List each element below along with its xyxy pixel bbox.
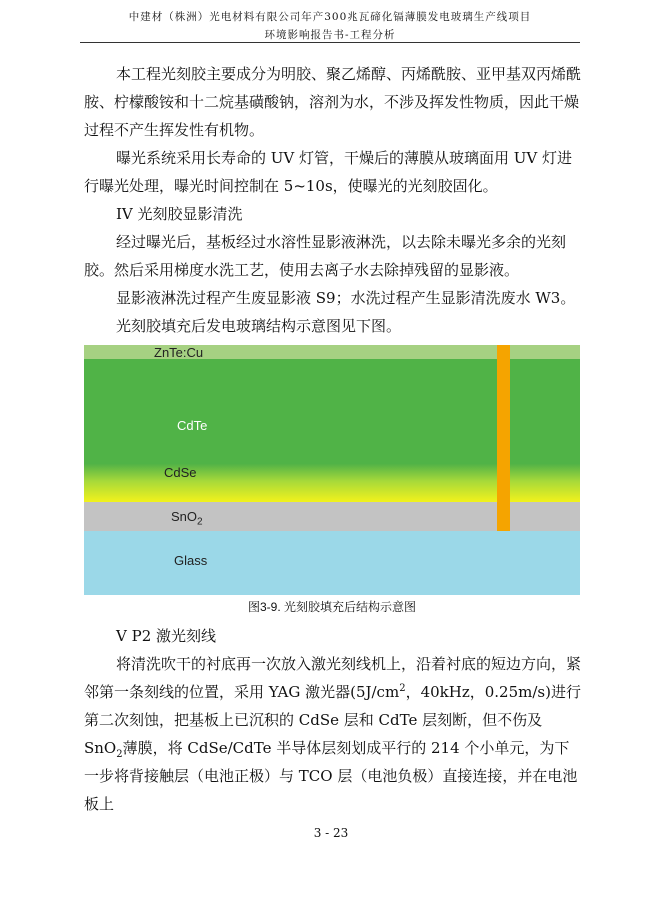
page-header (80, 8, 580, 44)
paragraph-p2-laser-scribing: 将清洗吹干的衬底再一次放入激光刻线机上，沿着衬底的短边方向，紧邻第一条刻线的位置，采用 YAG 激光器($5J/cm^2$，40kHz，0.25m/s)进行第二次刻蚀，把基板上已沉积的 CdSe 层和 CdTe 层刻断，但不伤及 SnO$_2$薄膜，将 CdSe/CdTe 半导体层刻划成平行的 214 个小单元，为下一步将背接触层（电池正极）与 TCO 层（电池负极）直接连接，并在电池板上 (84, 655, 582, 813)
heading-v-p2-laser-scribing: V P2 激光刻线 (116, 627, 217, 645)
label-cdse: CdSe (164, 465, 197, 480)
header-project-title: 中建材（株洲）光电材料有限公司年产300兆瓦碲化镉薄膜发电玻璃生产线项目 (128, 11, 532, 23)
paragraph-exposure-system: 曝光系统采用长寿命的 UV 灯管，干燥后的薄膜从玻璃面用 UV 灯进行曝光处理，曝光时间控制在 5~10s，使曝光的光刻胶固化。 (84, 149, 573, 195)
structure-diagram (84, 345, 580, 595)
header-section-title: 环境影响报告书-工程分析 (264, 29, 396, 41)
paragraph-waste-streams: 显影液淋洗过程产生废显影液 S9；水洗过程产生显影清洗废水 W3。 (116, 289, 576, 307)
label-cdte: CdTe (177, 418, 208, 433)
paragraph-photoresist-composition: 本工程光刻胶主要成分为明胶、聚乙烯醇、丙烯酰胺、亚甲基双丙烯酰胺、柠檬酸铵和十二烷基磺酸钠，溶剂为水，不涉及挥发性物质，因此干燥过程不产生挥发性有机物。 (84, 65, 582, 139)
paragraph-figure-intro: 光刻胶填充后发电玻璃结构示意图见下图。 (116, 317, 402, 335)
label-znte-cu: ZnTe:Cu (154, 345, 204, 360)
figure-caption: 图3-9. 光刻胶填充后结构示意图 (247, 600, 416, 614)
paragraph-development-process: 经过曝光后，基板经过水溶性显影液淋洗，以去除未曝光多余的光刻胶。然后采用梯度水洗工艺，使用去离子水去除掉残留的显影液。 (84, 233, 567, 279)
label-sno2: SnO$_2$ (171, 509, 203, 528)
layer-glass (84, 531, 580, 595)
photoresist-fill-groove (497, 345, 510, 531)
header-divider (80, 42, 580, 43)
label-glass: Glass (174, 553, 208, 568)
heading-iv-development-cleaning: IV 光刻胶显影清洗 (116, 205, 243, 223)
page-number: 3 - 23 (313, 826, 349, 840)
